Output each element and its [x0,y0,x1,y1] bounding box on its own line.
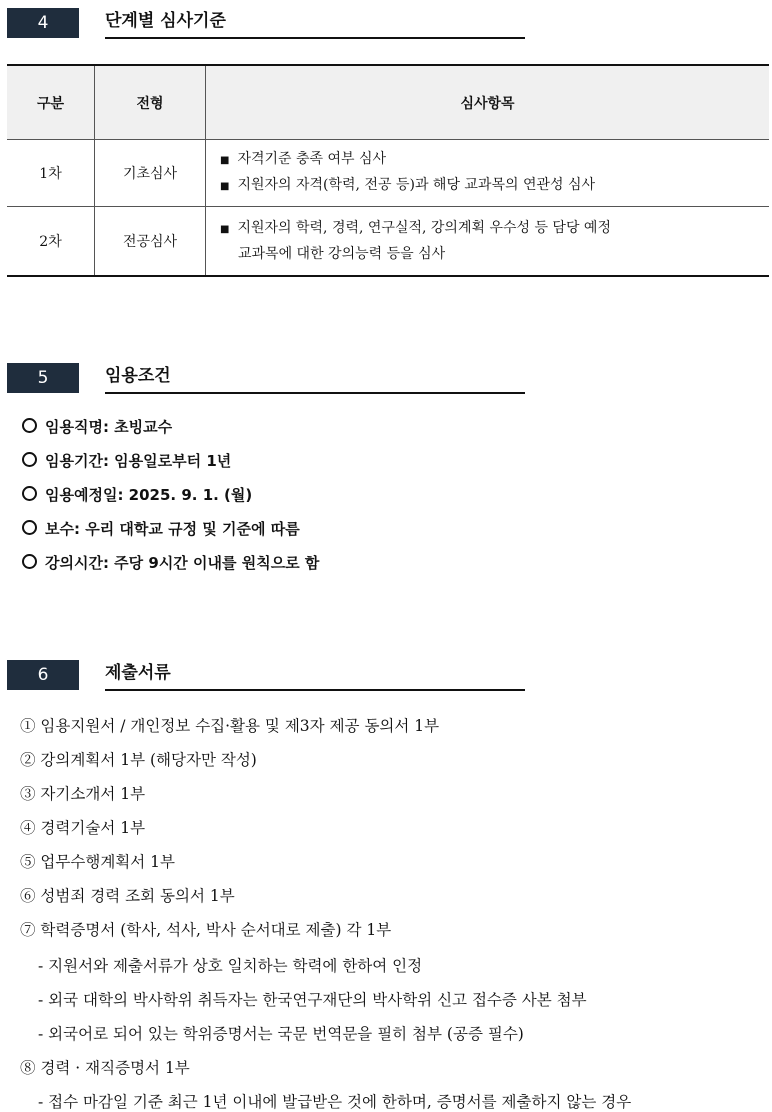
section-title: 단계별 심사기준 [105,8,525,39]
document-subitem: - 지원서와 제출서류가 상호 일치하는 학력에 한하여 인정 [38,957,423,975]
table-row [7,140,769,207]
section-6-header [7,660,527,690]
document-item: ⑥ 성범죄 경력 조회 동의서 1부 [20,887,235,905]
criteria-table [7,64,769,277]
document-item: ② 강의계획서 1부 (해당자만 작성) [20,751,257,769]
section-number: 6 [7,660,79,690]
section-5-header [7,363,527,393]
table-header-row [7,65,769,140]
circle-bullet-icon [22,418,37,433]
section-title: 제출서류 [105,660,525,691]
type-cell: 전공심사 [95,207,206,277]
section-title: 임용조건 [105,363,525,394]
square-bullet-icon: ■ [220,181,230,192]
circle-bullet-icon [22,452,37,467]
table-row [7,207,769,277]
circle-bullet-icon [22,554,37,569]
document-subitem: - 외국 대학의 박사학위 취득자는 한국연구재단의 박사학위 신고 접수증 사본 첨부 [38,991,587,1009]
stage-cell: 2차 [7,207,95,277]
stage-cell: 1차 [7,140,95,207]
condition-item: 보수: 우리 대학교 규정 및 기준에 따름 [22,518,300,539]
document-item: ① 임용지원서 / 개인정보 수집·활용 및 제3자 제공 동의서 1부 [20,717,440,735]
square-bullet-icon: ■ [220,224,230,235]
type-cell: 기초심사 [95,140,206,207]
list-item-continuation: 교과목에 대한 강의능력 등을 심사 [238,246,446,262]
section-4-header [7,8,527,38]
list-item: ■ 지원자의 자격(학력, 전공 등)과 해당 교과목의 연관성 심사 [220,177,596,193]
circle-bullet-icon [22,486,37,501]
section-number: 5 [7,363,79,393]
condition-item: 임용예정일: 2025. 9. 1. (월) [22,484,252,505]
document-item: ④ 경력기술서 1부 [20,819,146,837]
condition-item: 임용기간: 임용일로부터 1년 [22,450,231,471]
list-item: ■ 자격기준 충족 여부 심사 [220,151,387,167]
document-item: ⑤ 업무수행계획서 1부 [20,853,176,871]
items-cell [206,207,770,277]
document-subitem: - 접수 마감일 기준 최근 1년 이내에 발급받은 것에 한하며, 증명서를 제출하지 않는 경우 [38,1093,632,1111]
column-header: 심사항목 [206,65,770,140]
column-header: 전형 [95,65,206,140]
square-bullet-icon: ■ [220,155,230,166]
circle-bullet-icon [22,520,37,535]
items-cell [206,140,770,207]
document-subitem: - 외국어로 되어 있는 학위증명서는 국문 번역문을 필히 첨부 (공증 필수) [38,1025,524,1043]
document-item: ③ 자기소개서 1부 [20,785,146,803]
section-number: 4 [7,8,79,38]
column-header: 구분 [7,65,95,140]
list-item: ■ 지원자의 학력, 경력, 연구실적, 강의계획 우수성 등 담당 예정 [220,220,611,236]
document-item: ⑦ 학력증명서 (학사, 석사, 박사 순서대로 제출) 각 1부 [20,921,392,939]
document-item: ⑧ 경력 · 재직증명서 1부 [20,1059,190,1077]
condition-item: 강의시간: 주당 9시간 이내를 원칙으로 함 [22,552,319,573]
condition-item: 임용직명: 초빙교수 [22,416,172,437]
